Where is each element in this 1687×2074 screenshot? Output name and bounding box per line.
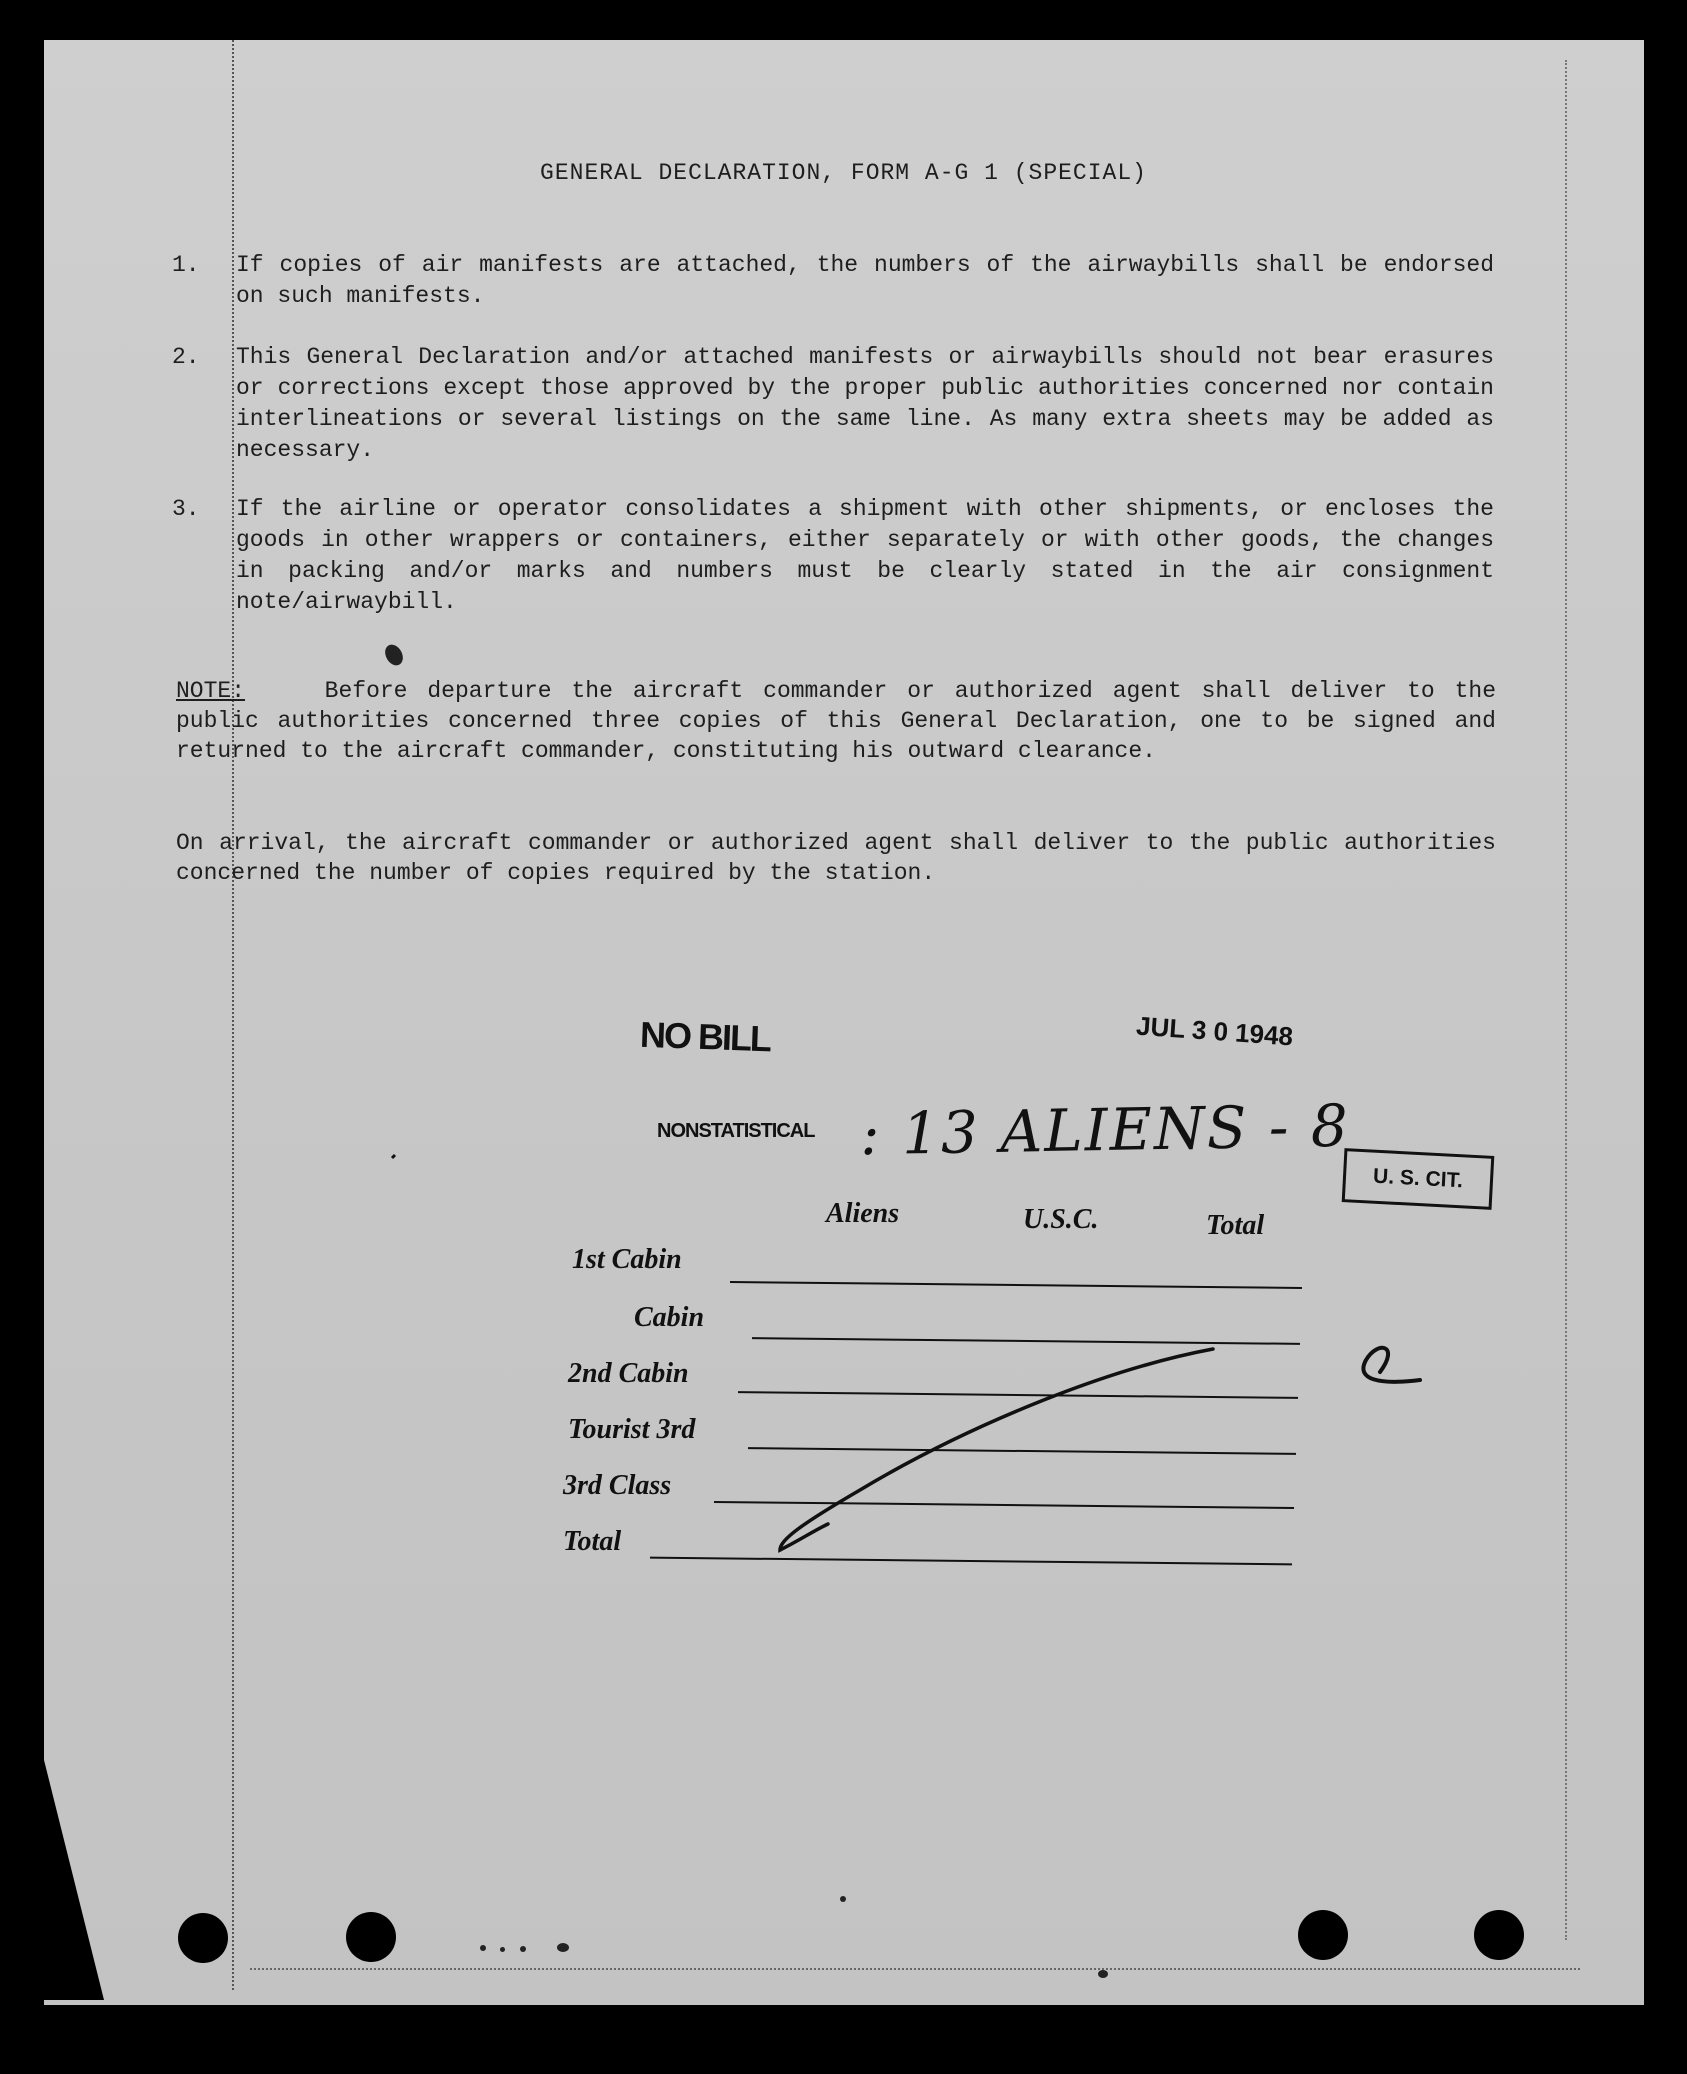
item-text: If copies of air manifests are attached, the numbers of the airwaybills shall be endorsed on such manifests. <box>236 252 1494 309</box>
column-header-total: Total <box>1206 1210 1265 1241</box>
item-number: 3. <box>172 496 200 522</box>
nonstatistical-stamp: NONSTATISTICAL <box>657 1120 815 1142</box>
form-title: GENERAL DECLARATION, FORM A-G 1 (SPECIAL) <box>540 160 1147 186</box>
speck <box>480 1945 486 1951</box>
ink-speck <box>392 1155 395 1158</box>
row-label-tourist-3rd: Tourist 3rd <box>568 1414 696 1445</box>
speck <box>1098 1970 1108 1978</box>
row-label-total: Total <box>563 1526 622 1557</box>
arrival-paragraph: On arrival, the aircraft commander or authorized agent shall deliver to the public authorities concerned the number of copies required by the station. <box>176 830 1496 886</box>
note-text: Before departure the aircraft commander or authorized agent shall deliver to the public authorities concerned three copies of this General Declaration, one to be signed and returned to the aircraft commander, constituting his outward clearance. <box>176 678 1496 764</box>
speck <box>840 1896 846 1902</box>
handwritten-aliens-note: : 13 ALIENS - 8 <box>859 1091 1351 1169</box>
column-header-aliens: Aliens <box>826 1198 900 1229</box>
punch-hole <box>1298 1910 1348 1960</box>
date-stamp: JUL 3 0 1948 <box>1135 1010 1294 1052</box>
column-header-usc: U.S.C. <box>1023 1204 1099 1235</box>
row-label-1st-cabin: 1st Cabin <box>572 1244 682 1275</box>
item-text: This General Declaration and/or attached manifests or airwaybills should not bear erasures or corrections except those approved by the proper public authorities concerned nor contain interlineations or several listings on the same line. As many extra sheets may be added as necessary. <box>236 344 1494 463</box>
us-citizen-stamp: U. S. CIT. <box>1342 1148 1495 1210</box>
punch-hole <box>1474 1910 1524 1960</box>
handwritten-e-mark <box>1363 1348 1420 1382</box>
punch-hole <box>178 1913 228 1963</box>
no-bill-stamp: NO BILL <box>639 1013 771 1060</box>
row-label-2nd-cabin: 2nd Cabin <box>568 1358 689 1389</box>
item-number: 1. <box>172 252 200 278</box>
row-label-3rd-class: 3rd Class <box>563 1470 672 1501</box>
item-text: If the airline or operator consolidates a shipment with other shipments, or encloses the goods in other wrappers or containers, either separately or with other goods, the changes in packing and/or marks and numbers must be clearly stated in the air consignment note/airwaybill. <box>236 496 1494 615</box>
item-number: 2. <box>172 344 200 370</box>
speck <box>557 1943 569 1952</box>
speck <box>520 1946 526 1952</box>
handwritten-cancel-stroke <box>780 1349 1213 1550</box>
row-label-cabin: Cabin <box>634 1302 705 1333</box>
punch-hole <box>346 1912 396 1962</box>
speck <box>500 1947 505 1952</box>
note-label: NOTE: <box>176 678 246 704</box>
